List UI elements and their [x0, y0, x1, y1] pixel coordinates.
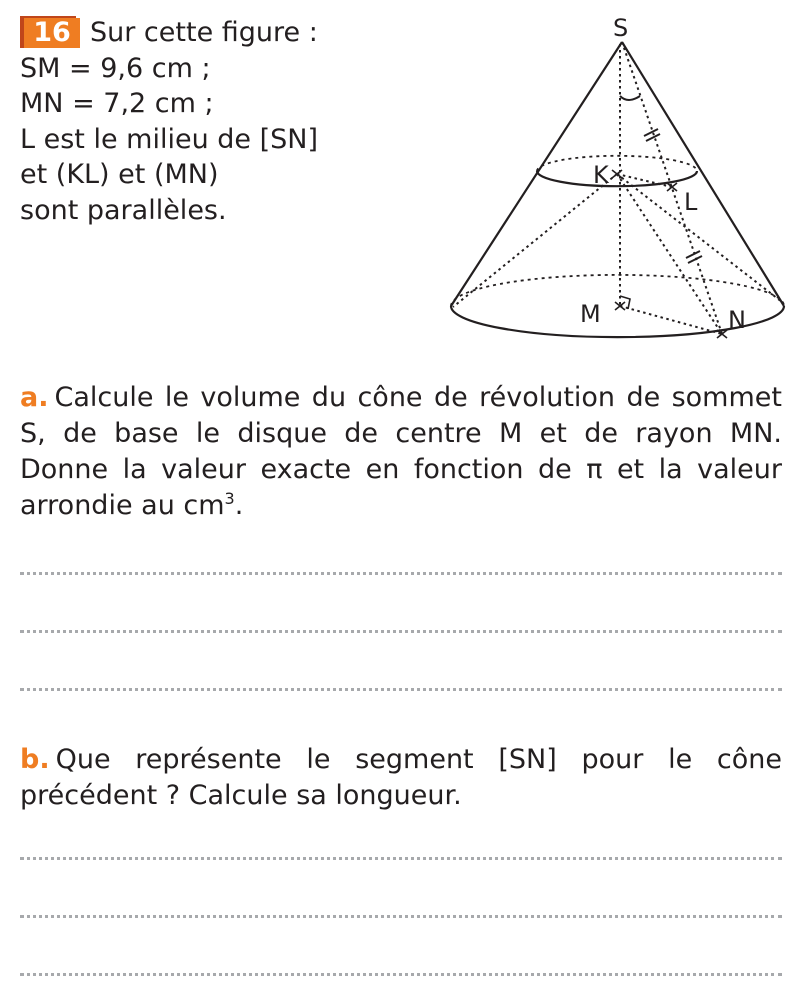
- question-b-letter: b.: [20, 744, 50, 775]
- label-n: N: [728, 306, 746, 334]
- statement-line: SM = 9,6 cm ;: [20, 52, 211, 84]
- question-a-letter: a.: [20, 382, 49, 413]
- label-s: S: [613, 14, 629, 42]
- question-a: [20, 380, 782, 524]
- answer-line-a3[interactable]: [20, 688, 782, 691]
- statement-line: Sur cette figure :: [90, 17, 318, 48]
- label-m: M: [580, 300, 601, 328]
- segment-k-left: [453, 174, 617, 307]
- answer-line-b3[interactable]: [20, 973, 782, 976]
- cone-figure: [440, 10, 800, 350]
- answer-line-b1[interactable]: [20, 857, 782, 860]
- question-b-text: Que représente le segment [SN] pour le cône précédent ? Calcule sa longueur.: [20, 744, 782, 811]
- angle-arc-s: [620, 96, 640, 100]
- question-b: [20, 742, 782, 814]
- statement-line: sont parallèles.: [20, 194, 227, 226]
- question-a-end: .: [234, 490, 244, 521]
- exercise-statement: [20, 15, 380, 228]
- exercise-number: 16: [24, 18, 80, 48]
- label-l: L: [684, 188, 698, 216]
- answer-line-a2[interactable]: [20, 630, 782, 633]
- cone-right-edge: [622, 42, 784, 306]
- statement-line: et (KL) et (MN): [20, 159, 219, 190]
- answer-line-b2[interactable]: [20, 915, 782, 918]
- label-k: K: [593, 161, 609, 189]
- question-a-text: Calcule le volume du cône de révolution de sommet S, de base le disque de centre M et de rayon MN. Donne la valeur exacte en fonction de π et la valeur arrondie au cm: [20, 382, 782, 521]
- segment-k-right: [617, 174, 782, 302]
- base-ellipse-back: [451, 275, 784, 306]
- statement-line: L est le milieu de [SN]: [20, 123, 319, 155]
- question-a-superscript: 3: [224, 489, 235, 508]
- answer-line-a1[interactable]: [20, 572, 782, 575]
- section-ellipse-back: [537, 156, 697, 171]
- statement-line: MN = 7,2 cm ;: [20, 88, 214, 119]
